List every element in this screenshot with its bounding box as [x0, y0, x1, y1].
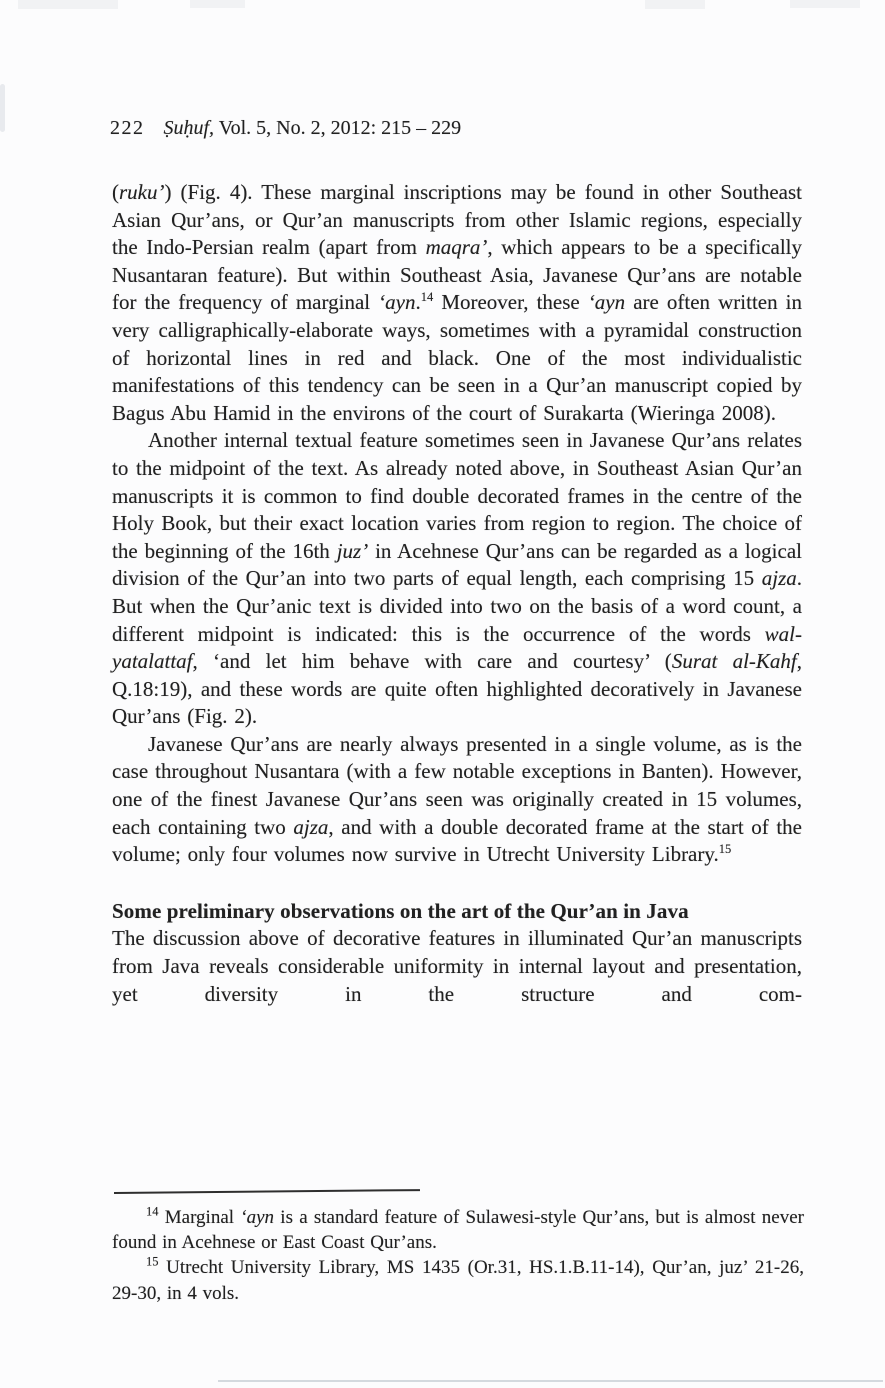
paragraph-volumes: Javanese Qur’ans are nearly always presented in a single volume, as is the case throughout Nusantara (with a few notable exceptions in Banten). However, one of the finest Javanese Qur’ans seen was originally created in 15 volumes, each containing two ajza, and with a double decorated frame at the start of the volume; only four volumes now survive in Utrecht University Library.$^{15}$	[112, 731, 802, 867]
scan-artifact	[18, 0, 118, 9]
bottom-scan-line	[218, 1380, 883, 1382]
running-header	[110, 116, 799, 140]
body-text-block	[112, 179, 802, 1008]
paragraph-discussion: The discussion above of decorative features in illuminated Qur’an manuscripts from Java reveals considerable uniformity in internal layout and presentation, yet diversity in the structure and com-	[112, 926, 802, 1006]
journal-citation: Vol. 5, No. 2, 2012: 215 – 229	[214, 117, 462, 139]
journal-title: Ṣuḥuf,	[163, 117, 215, 139]
scan-artifact	[645, 0, 705, 9]
scan-artifact	[0, 84, 5, 132]
paragraph-marginal-inscriptions: (ruku’) (Fig. 4). These marginal inscriptions may be found in other Southeast Asian Qur’ans, or Qur’an manuscripts from other Islamic regions, especially the Indo-Persian realm (apart from maqra’, which appears to be a specifically Nusantaran feature). But within Southeast Asia, Javanese Qur’ans are notable for the frequency of marginal ‘ayn.$^{14}$ Moreover, these ‘ayn are often written in very calligraphically-elaborate ways, sometimes with a pyramidal construction of horizontal lines in red and black. One of the most individualistic manifestations of this tendency can be seen in a Qur’an manuscript copied by Bagus Abu Hamid in the environs of the court of Surakarta (Wieringa 2008).	[112, 180, 803, 425]
scan-artifact	[790, 0, 860, 8]
footnote-15: $^{15}$ Utrecht University Library, MS 1435 (Or.31, HS.1.B.11-14), Qur’an, juz’ 21-26, 29-30, in 4 vols.	[112, 1255, 804, 1304]
footnotes-block	[112, 1192, 804, 1306]
scan-artifact	[190, 0, 245, 8]
footnote-14: $^{14}$ Marginal ‘ayn is a standard feature of Sulawesi-style Qur’ans, but is almost never found in Acehnese or East Coast Qur’ans.	[112, 1204, 804, 1254]
footnote-separator-rule	[114, 1189, 420, 1194]
page-number: 222	[110, 117, 145, 139]
paragraph-midpoint: Another internal textual feature sometimes seen in Javanese Qur’ans relates to the midpoint of the text. As already noted above, in Southeast Asian Qur’an manuscripts it is common to find double decorated frames in the centre of the Holy Book, but their exact location varies from region to region. The choice of the beginning of the 16th juz’ in Acehnese Qur’ans can be regarded as a logical division of the Qur’an into two parts of equal length, each comprising 15 ajza. But when the Qur’anic text is divided into two on the basis of a word count, a different midpoint is indicated: this is the occurrence of the words wal-yatalattaf, ‘and let him behave with care and courtesy’ (Surat al-Kahf, Q.18:19), and these words are quite often highlighted decoratively in Javanese Qur’ans (Fig. 2).	[112, 428, 803, 729]
section-heading: Some preliminary observations on the art of the Qur’an in Java	[112, 898, 689, 923]
